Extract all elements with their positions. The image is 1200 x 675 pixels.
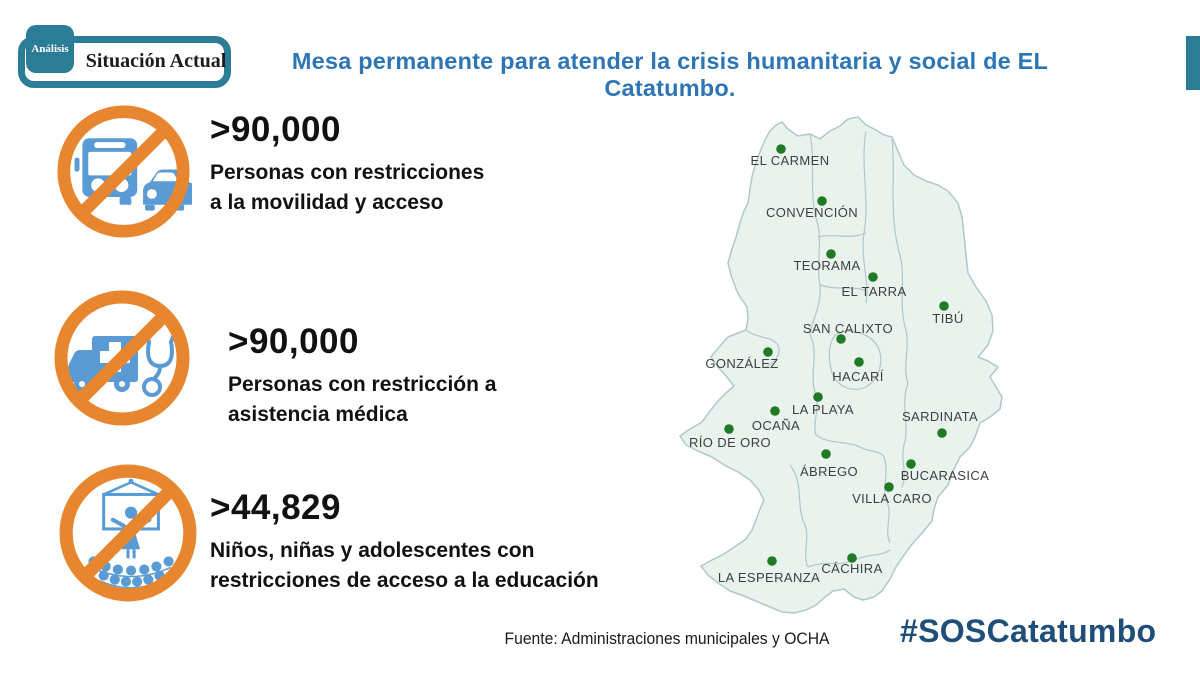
stat-medical-line2: asistencia médica — [228, 402, 408, 426]
municipality-label: SARDINATA — [901, 409, 979, 424]
stat-medical-line1: Personas con restricción a — [228, 372, 497, 396]
municipality-label: ÁBREGO — [799, 464, 859, 479]
municipality-label: SAN CALIXTO — [802, 321, 894, 336]
municipality-label: LA ESPERANZA — [717, 570, 821, 585]
municipality-label: LA PLAYA — [792, 402, 854, 417]
municipality-dot — [937, 428, 947, 438]
municipality-label: BUCARASICA — [900, 468, 990, 483]
municipality-label: VILLA CARO — [852, 491, 932, 506]
municipality-label: TEORAMA — [793, 258, 861, 273]
municipality-label: CONVENCIÓN — [765, 205, 859, 220]
badge-label: Situación Actual — [85, 50, 227, 72]
stat-medical — [228, 324, 496, 430]
municipality-label: OCAÑA — [751, 418, 801, 433]
catatumbo-map — [670, 105, 1030, 625]
no-mobility-icon — [55, 103, 192, 240]
stat-education-line2: restricciones de acceso a la educación — [210, 568, 599, 592]
page-title: Mesa permanente para atender la crisis humanitaria y social de EL Catatumbo. — [291, 48, 1049, 101]
municipality-label: GONZÁLEZ — [705, 356, 779, 371]
stat-medical-value: >90,000 — [228, 322, 359, 361]
municipality-dot — [868, 272, 878, 282]
no-medical-assistance-icon — [52, 288, 192, 428]
municipality-label: EL CARMEN — [750, 153, 830, 168]
analisis-tab — [26, 25, 74, 73]
stat-mobility-line1: Personas con restricciones — [210, 160, 485, 184]
stat-mobility-value: >90,000 — [210, 110, 341, 149]
stat-mobility — [210, 112, 484, 218]
stat-education-line1: Niños, niñas y adolescentes con — [210, 538, 535, 562]
municipality-dot — [770, 406, 780, 416]
municipality-dot — [767, 556, 777, 566]
municipality-label: HACARÍ — [832, 369, 884, 384]
municipality-label: TIBÚ — [932, 311, 964, 326]
stat-education — [210, 490, 599, 596]
municipality-dot — [854, 357, 864, 367]
municipality-dot — [939, 301, 949, 311]
analisis-tab-label: Análisis — [31, 43, 69, 55]
stat-education-value: >44,829 — [210, 488, 341, 527]
municipality-dot — [813, 392, 823, 402]
municipality-label: EL TARRA — [841, 284, 907, 299]
hashtag-soscatatumbo: #SOSCatatumbo — [900, 613, 1157, 649]
municipality-label: RÍO DE ORO — [688, 435, 772, 450]
municipality-dot — [821, 449, 831, 459]
no-education-icon — [57, 462, 199, 604]
stat-mobility-line2: a la movilidad y acceso — [210, 190, 444, 214]
municipality-label: CÁCHIRA — [821, 561, 883, 576]
catatumbo-map-container — [670, 105, 1030, 625]
corner-accent-bar — [1186, 36, 1200, 90]
source-caption: Fuente: Administraciones municipales y OCHA — [504, 630, 830, 648]
municipality-dot — [724, 424, 734, 434]
